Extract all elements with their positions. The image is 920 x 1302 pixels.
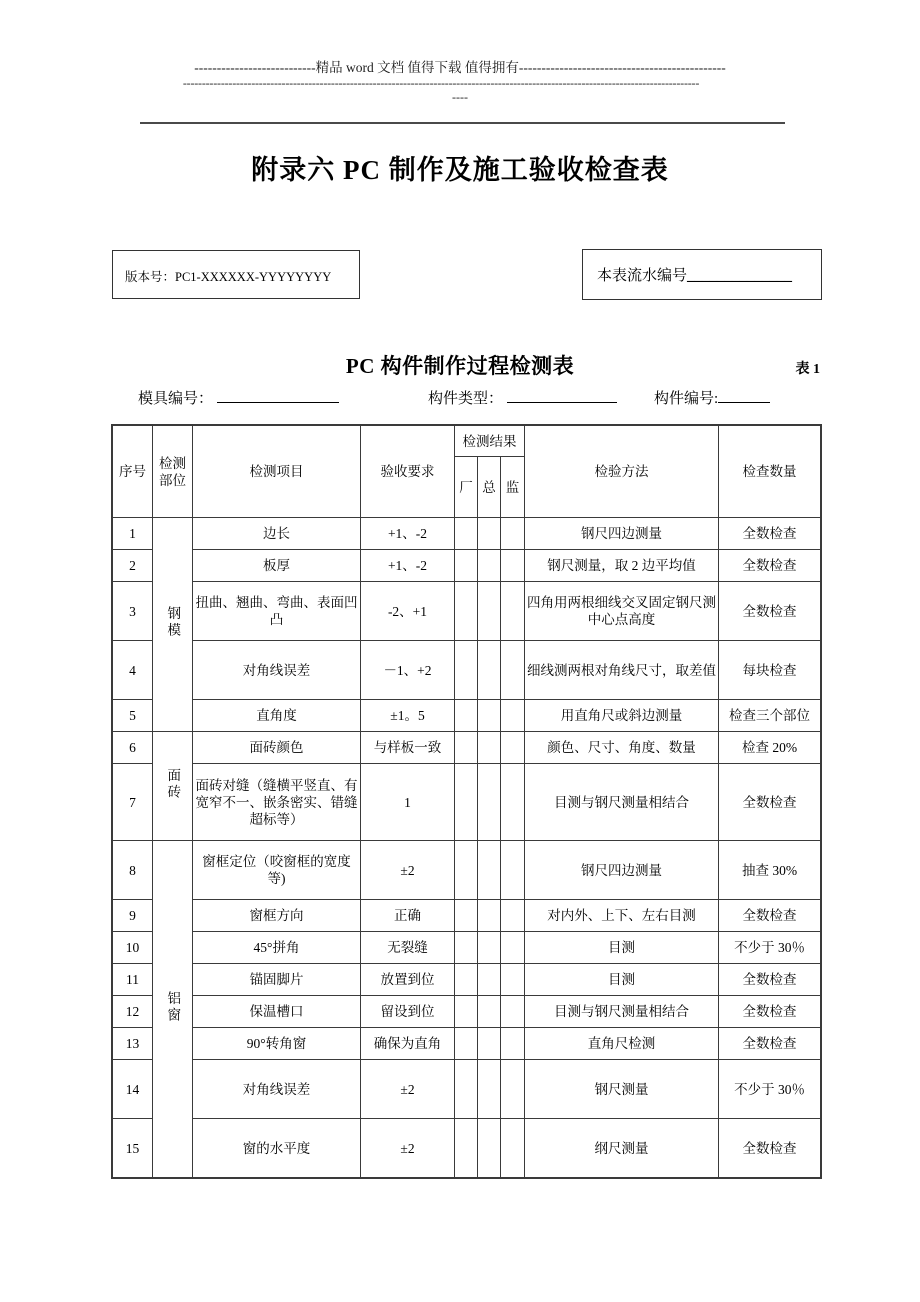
- component-number-field[interactable]: [654, 387, 770, 408]
- row-result-factory[interactable]: [455, 900, 478, 932]
- row-method: 颜色、尺寸、角度、数量: [525, 732, 719, 764]
- header-part-line2: 部位: [159, 472, 186, 488]
- row-no: 2: [113, 550, 153, 582]
- row-result-supervisor[interactable]: [501, 582, 525, 641]
- form-fields-row: [112, 387, 822, 409]
- component-type-blank[interactable]: [507, 402, 617, 403]
- row-quantity: 全数检查: [719, 996, 821, 1028]
- row-item: 对角线误差: [193, 1060, 361, 1119]
- row-no: 11: [113, 964, 153, 996]
- row-no: 15: [113, 1119, 153, 1178]
- row-no: 7: [113, 764, 153, 841]
- row-quantity: 全数检查: [719, 764, 821, 841]
- row-quantity: 检查 20%: [719, 732, 821, 764]
- mold-number-blank[interactable]: [217, 402, 339, 403]
- row-result-supervisor[interactable]: [501, 1119, 525, 1178]
- table-row: [113, 841, 821, 900]
- version-number-box: [112, 250, 360, 299]
- row-result-supervisor[interactable]: [501, 700, 525, 732]
- table-header: [113, 426, 821, 518]
- serial-number-label: [597, 264, 792, 285]
- table-header-row-1: [113, 426, 821, 457]
- page-title: 附录六 PC 制作及施工验收检查表: [251, 155, 669, 185]
- row-method: 目测与钢尺测量相结合: [525, 996, 719, 1028]
- row-quantity: 全数检查: [719, 1119, 821, 1178]
- row-result-supervisor[interactable]: [501, 518, 525, 550]
- row-method: 钢尺四边测量: [525, 841, 719, 900]
- row-item: 90°转角窗: [193, 1028, 361, 1060]
- header-item: 检测项目: [193, 426, 361, 518]
- header-part-line1: 检测: [159, 455, 186, 471]
- row-quantity: 全数检查: [719, 582, 821, 641]
- row-quantity: 不少于 30％: [719, 1060, 821, 1119]
- row-no: 1: [113, 518, 153, 550]
- table-row: [113, 550, 821, 582]
- watermark-banner: [140, 60, 780, 104]
- row-result-general[interactable]: [478, 550, 501, 582]
- row-result-supervisor[interactable]: [501, 641, 525, 700]
- row-result-factory[interactable]: [455, 1119, 478, 1178]
- row-item: 窗的水平度: [193, 1119, 361, 1178]
- row-item: 保温槽口: [193, 996, 361, 1028]
- row-item: 边长: [193, 518, 361, 550]
- row-requirement: 留设到位: [361, 996, 455, 1028]
- mold-number-field[interactable]: [138, 387, 339, 408]
- row-result-supervisor[interactable]: [501, 900, 525, 932]
- row-requirement: 正确: [361, 900, 455, 932]
- row-requirement: ±2: [361, 1060, 455, 1119]
- row-result-supervisor[interactable]: [501, 1060, 525, 1119]
- row-result-general[interactable]: [478, 1060, 501, 1119]
- row-no: 5: [113, 700, 153, 732]
- header-result: 检测结果: [455, 426, 525, 457]
- row-item: 面砖对缝（缝横平竖直、有宽窄不一、嵌条密实、错缝超标等）: [193, 764, 361, 841]
- row-result-supervisor[interactable]: [501, 932, 525, 964]
- row-requirement: ±1。5: [361, 700, 455, 732]
- row-requirement: 1: [361, 764, 455, 841]
- row-result-general[interactable]: [478, 932, 501, 964]
- row-no: 6: [113, 732, 153, 764]
- row-no: 13: [113, 1028, 153, 1060]
- component-type-field[interactable]: [428, 387, 617, 408]
- row-method: 钢尺四边测量: [525, 518, 719, 550]
- row-quantity: 全数检查: [719, 900, 821, 932]
- row-quantity: 不少于 30％: [719, 932, 821, 964]
- row-result-factory[interactable]: [455, 964, 478, 996]
- row-requirement: -2、+1: [361, 582, 455, 641]
- row-quantity: 全数检查: [719, 964, 821, 996]
- table-row: [113, 732, 821, 764]
- part-group-face-brick: [153, 732, 193, 841]
- row-result-factory[interactable]: [455, 582, 478, 641]
- row-result-general[interactable]: [478, 964, 501, 996]
- row-method: 对内外、上下、左右目测: [525, 900, 719, 932]
- table-row: [113, 764, 821, 841]
- row-result-general[interactable]: [478, 700, 501, 732]
- table-row: [113, 932, 821, 964]
- row-result-supervisor[interactable]: [501, 841, 525, 900]
- row-item: 45°拼角: [193, 932, 361, 964]
- row-result-factory[interactable]: [455, 1060, 478, 1119]
- row-result-general[interactable]: [478, 732, 501, 764]
- version-number-label: 版本号：PC1-XXXXXX-YYYYYYYY: [125, 270, 332, 284]
- row-method: 用直角尺或斜边测量: [525, 700, 719, 732]
- table-row: [113, 641, 821, 700]
- table-caption: PC 构件制作过程检测表: [345, 354, 575, 378]
- row-result-general[interactable]: [478, 1028, 501, 1060]
- row-no: 9: [113, 900, 153, 932]
- row-item: 锚固脚片: [193, 964, 361, 996]
- row-item: 窗框方向: [193, 900, 361, 932]
- row-item: 扭曲、翘曲、弯曲、表面凹凸: [193, 582, 361, 641]
- row-result-supervisor[interactable]: [501, 964, 525, 996]
- row-result-supervisor[interactable]: [501, 996, 525, 1028]
- header-quantity: 检查数量: [719, 426, 821, 518]
- table-row: [113, 900, 821, 932]
- header-requirement: 验收要求: [361, 426, 455, 518]
- table-row: [113, 518, 821, 550]
- table-row: [113, 1119, 821, 1178]
- row-item: 直角度: [193, 700, 361, 732]
- row-method: 目测与钢尺测量相结合: [525, 764, 719, 841]
- row-result-factory[interactable]: [455, 1028, 478, 1060]
- row-no: 3: [113, 582, 153, 641]
- row-requirement: 无裂缝: [361, 932, 455, 964]
- component-number-blank[interactable]: [718, 402, 770, 403]
- part-group-steel-mold: [153, 518, 193, 732]
- row-method: 钢尺测量，取 2 边平均值: [525, 550, 719, 582]
- row-requirement: ±2: [361, 1119, 455, 1178]
- header-method: 检验方法: [525, 426, 719, 518]
- table-number-label: 表 1: [795, 362, 820, 377]
- row-requirement: +1、-2: [361, 518, 455, 550]
- row-result-general[interactable]: [478, 641, 501, 700]
- part-group-label: 面砖: [165, 767, 181, 801]
- row-result-general[interactable]: [478, 582, 501, 641]
- row-result-supervisor[interactable]: [501, 764, 525, 841]
- row-method: 钢尺测量: [525, 1060, 719, 1119]
- row-requirement: 确保为直角: [361, 1028, 455, 1060]
- header-result-general: 总: [478, 457, 501, 518]
- row-requirement: 放置到位: [361, 964, 455, 996]
- row-method: 目测: [525, 964, 719, 996]
- part-group-label: 钢模: [165, 606, 181, 639]
- row-no: 8: [113, 841, 153, 900]
- component-type-label: 构件类型：: [428, 391, 504, 407]
- row-method: 目测: [525, 932, 719, 964]
- row-result-general[interactable]: [478, 996, 501, 1028]
- row-result-general[interactable]: [478, 841, 501, 900]
- row-result-factory[interactable]: [455, 841, 478, 900]
- row-requirement: +1、-2: [361, 550, 455, 582]
- component-number-label: 构件编号:: [654, 391, 719, 407]
- row-result-general[interactable]: [478, 764, 501, 841]
- row-item: 面砖颜色: [193, 732, 361, 764]
- row-quantity: 全数检查: [719, 518, 821, 550]
- table-row: [113, 1028, 821, 1060]
- row-requirement: 与样板一致: [361, 732, 455, 764]
- inspection-table: [112, 425, 821, 1178]
- row-quantity: 检查三个部位: [719, 700, 821, 732]
- table-row: [113, 996, 821, 1028]
- row-no: 4: [113, 641, 153, 700]
- row-method: 直角尺检测: [525, 1028, 719, 1060]
- row-result-factory[interactable]: [455, 641, 478, 700]
- row-result-supervisor[interactable]: [501, 550, 525, 582]
- row-result-factory[interactable]: [455, 700, 478, 732]
- part-group-aluminum-window: [153, 841, 193, 1178]
- table-row: [113, 964, 821, 996]
- banner-horizontal-rule: [140, 122, 785, 124]
- banner-line-1: ---------------------------精品 word 文档 值得下载 值得拥有----------------------------------------------: [194, 60, 726, 75]
- serial-number-text: 本表流水编号: [597, 268, 688, 284]
- table-row: [113, 582, 821, 641]
- table-row: [113, 700, 821, 732]
- row-item: 窗框定位（咬窗框的宽度等): [193, 841, 361, 900]
- row-result-supervisor[interactable]: [501, 732, 525, 764]
- row-result-factory[interactable]: [455, 764, 478, 841]
- mold-number-label: 模具编号：: [138, 391, 214, 407]
- row-method: 细线测两根对角线尺寸，取差值: [525, 641, 719, 700]
- row-result-supervisor[interactable]: [501, 1028, 525, 1060]
- row-quantity: 抽查 30%: [719, 841, 821, 900]
- serial-number-blank: ______________: [687, 268, 793, 284]
- row-method: 纲尺测量: [525, 1119, 719, 1178]
- row-result-general[interactable]: [478, 1119, 501, 1178]
- row-quantity: 每块检查: [719, 641, 821, 700]
- row-result-factory[interactable]: [455, 518, 478, 550]
- row-quantity: 全数检查: [719, 1028, 821, 1060]
- row-item: 板厚: [193, 550, 361, 582]
- row-item: 对角线误差: [193, 641, 361, 700]
- header-part: [153, 426, 193, 518]
- table-body: [113, 518, 821, 1178]
- header-result-supervisor: 监: [501, 457, 525, 518]
- row-quantity: 全数检查: [719, 550, 821, 582]
- part-group-label: 铝窗: [165, 990, 181, 1024]
- header-result-factory: 厂: [455, 457, 478, 518]
- row-result-factory[interactable]: [455, 550, 478, 582]
- banner-line-2: ----------------------------------------------------------------------------------------------------------------------------------------: [182, 76, 700, 90]
- row-requirement: －1、+2: [361, 641, 455, 700]
- row-requirement: ±2: [361, 841, 455, 900]
- row-no: 10: [113, 932, 153, 964]
- row-no: 14: [113, 1060, 153, 1119]
- serial-number-box: [582, 249, 822, 300]
- row-result-general[interactable]: [478, 518, 501, 550]
- header-no: 序号: [113, 426, 153, 518]
- row-method: 四角用两根细线交叉固定钢尺测中心点高度: [525, 582, 719, 641]
- row-result-general[interactable]: [478, 900, 501, 932]
- row-result-factory[interactable]: [455, 932, 478, 964]
- row-result-factory[interactable]: [455, 732, 478, 764]
- row-result-factory[interactable]: [455, 996, 478, 1028]
- banner-line-3: ----: [452, 90, 468, 104]
- table-row: [113, 1060, 821, 1119]
- row-no: 12: [113, 996, 153, 1028]
